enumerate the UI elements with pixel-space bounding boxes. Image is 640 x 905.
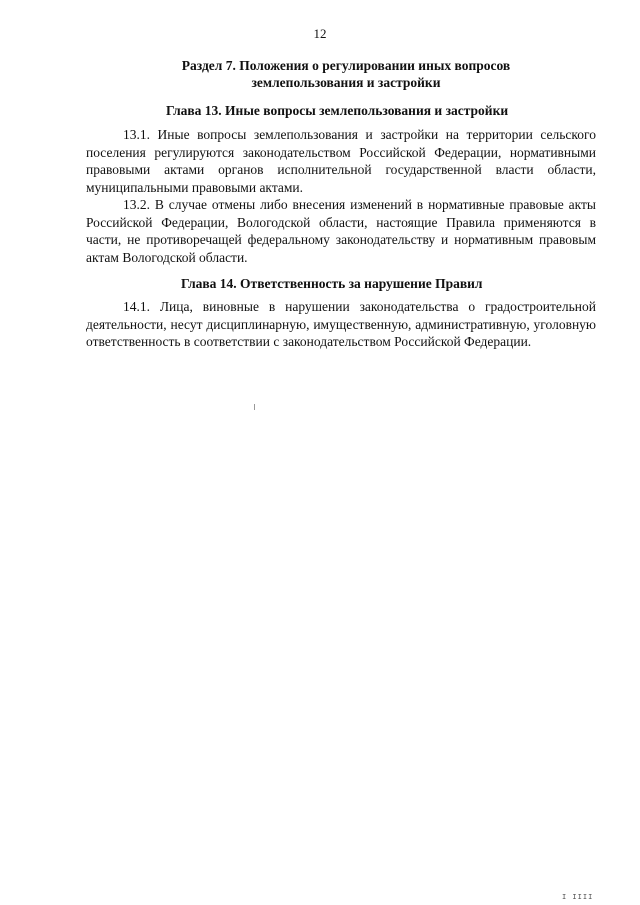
scan-artifact-mark — [254, 404, 255, 410]
scan-marks: I IIII — [562, 893, 594, 901]
page-number: 12 — [313, 26, 327, 41]
section-title — [150, 57, 542, 91]
section-title-line-1: Раздел 7. Положения о регулировании иных вопросов — [181, 58, 511, 73]
paragraph-13-1: 13.1. Иные вопросы землепользования и застройки на территории сельского поселения регулируются законодательством Российской Федерации, нормативными правовыми актами органов исполнительной государственной власти области, муниципальными правовыми актами. — [86, 127, 596, 195]
chapter-14-title: Глава 14. Ответственность за нарушение Правил — [181, 276, 483, 291]
section-title-line-2: землепользования и застройки — [251, 75, 441, 90]
chapter-13-title: Глава 13. Иные вопросы землепользования и застройки — [166, 103, 509, 118]
paragraph-13-2: 13.2. В случае отмены либо внесения изменений в нормативные правовые акты Российской Федерации, Вологодской области, настоящие Правила применяются в части, не противоречащей федеральному законодательству и нормативным правовым актам Вологодской области. — [86, 197, 596, 265]
paragraph-14-1: 14.1. Лица, виновные в нарушении законодательства о градостроительной деятельности, несут дисциплинарную, имущественную, административную, уголовную ответственность в соответствии с законодательством Российской Федерации. — [86, 299, 596, 350]
